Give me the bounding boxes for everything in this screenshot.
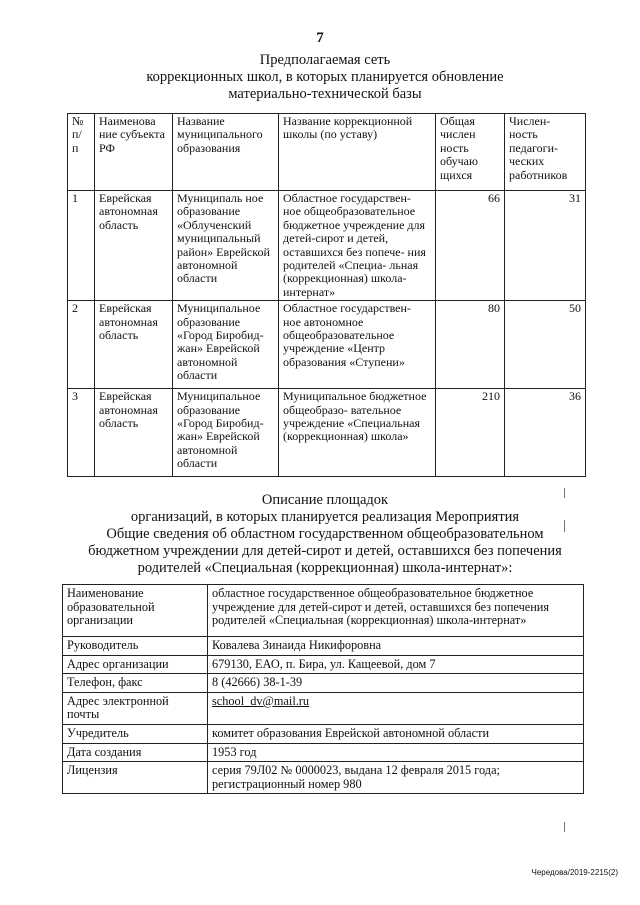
table-row	[68, 301, 586, 389]
info-row	[63, 674, 584, 693]
column-header-students: Общая числен ность обучаю щихся	[436, 114, 505, 191]
info-label: Учредитель	[63, 724, 208, 743]
row-subject: Еврейская автономная область	[95, 191, 173, 301]
info-label: Адрес организации	[63, 655, 208, 674]
info-row	[63, 762, 584, 794]
sites-title	[60, 492, 590, 577]
sites-title-line: родителей «Специальная (коррекционная) школа-интернат»:	[137, 560, 513, 576]
page-number: 7	[316, 30, 324, 46]
document-code: Чередова/2019-2215(2)	[531, 868, 618, 877]
email-link[interactable]: school_dv@mail.ru	[208, 692, 584, 724]
row-teachers: 31	[505, 191, 586, 301]
info-label: Руководитель	[63, 637, 208, 656]
info-value: 8 (42666) 38-1-39	[208, 674, 584, 693]
row-students: 210	[436, 389, 505, 477]
column-header-teachers: Числен- ность педагоги- ческих работников	[505, 114, 586, 191]
network-title	[60, 52, 590, 103]
network-title-line: коррекционных школ, в которых планируется обновление	[146, 69, 504, 85]
info-value: комитет образования Еврейской автономной области	[208, 724, 584, 743]
row-number: 2	[68, 301, 95, 389]
organization-info-table	[62, 584, 584, 794]
column-header-number: № п/ п	[68, 114, 95, 191]
info-row	[63, 692, 584, 724]
table-row	[68, 389, 586, 477]
row-school: Областное государствен- ное общеобразовательное бюджетное учреждение для детей-сирот и детей, оставшихся без попече- ния родителей «Специа- льная (коррекционная) школа-интернат»	[279, 191, 436, 301]
info-value: Ковалева Зинаида Никифоровна	[208, 637, 584, 656]
info-label: Адрес электронной почты	[63, 692, 208, 724]
info-label: Лицензия	[63, 762, 208, 794]
column-header-subject: Наименова ние субъекта РФ	[95, 114, 173, 191]
info-row	[63, 724, 584, 743]
row-municipality: Муниципаль ное образование «Облученский муниципальный район» Еврейской автономной области	[173, 191, 279, 301]
table-row	[68, 191, 586, 301]
column-header-municipality: Название муниципального образования	[173, 114, 279, 191]
info-row	[63, 743, 584, 762]
row-municipality: Муниципальное образование «Город Биробид- жан» Еврейской автономной области	[173, 389, 279, 477]
table-header-row	[68, 114, 586, 191]
row-students: 80	[436, 301, 505, 389]
info-row	[63, 637, 584, 656]
row-number: 3	[68, 389, 95, 477]
sites-title-line: Описание площадок	[261, 492, 389, 508]
row-school: Муниципальное бюджетное общеобразо- вательное учреждение «Специальная (коррекционная) школа»	[279, 389, 436, 477]
sites-title-line: организаций, в которых планируется реализация Мероприятия	[130, 509, 520, 525]
row-students: 66	[436, 191, 505, 301]
row-school: Областное государствен- ное автономное общеобразовательное учреждение «Центр образования «Ступени»	[279, 301, 436, 389]
network-title-line: материально-технической базы	[228, 86, 422, 102]
info-value: областное государственное общеобразовательное бюджетное учреждение для детей-сирот и детей, оставшихся без попечения родителей «Специальная (коррекционная) школа-интернат»	[208, 585, 584, 637]
row-teachers: 36	[505, 389, 586, 477]
sites-title-line: Общие сведения об областном государственном общеобразовательном	[106, 526, 544, 542]
info-value: 679130, ЕАО, п. Бира, ул. Кащеевой, дом 7	[208, 655, 584, 674]
info-label: Наименование образовательной организации	[63, 585, 208, 637]
row-number: 1	[68, 191, 95, 301]
info-row	[63, 585, 584, 637]
margin-tick	[564, 822, 565, 832]
column-header-school: Название коррекционной школы (по уставу)	[279, 114, 436, 191]
network-title-line: Предполагаемая сеть	[259, 52, 391, 68]
info-row	[63, 655, 584, 674]
sites-title-line: бюджетном учреждении для детей-сирот и детей, оставшихся без попечения	[88, 543, 562, 559]
info-label: Телефон, факс	[63, 674, 208, 693]
row-subject: Еврейская автономная область	[95, 301, 173, 389]
info-value: 1953 год	[208, 743, 584, 762]
row-teachers: 50	[505, 301, 586, 389]
row-subject: Еврейская автономная область	[95, 389, 173, 477]
info-label: Дата создания	[63, 743, 208, 762]
schools-table	[67, 113, 586, 477]
row-municipality: Муниципальное образование «Город Биробид- жан» Еврейской автономной области	[173, 301, 279, 389]
info-value: серия 79Л02 № 0000023, выдана 12 февраля 2015 года; регистрационный номер 980	[208, 762, 584, 794]
